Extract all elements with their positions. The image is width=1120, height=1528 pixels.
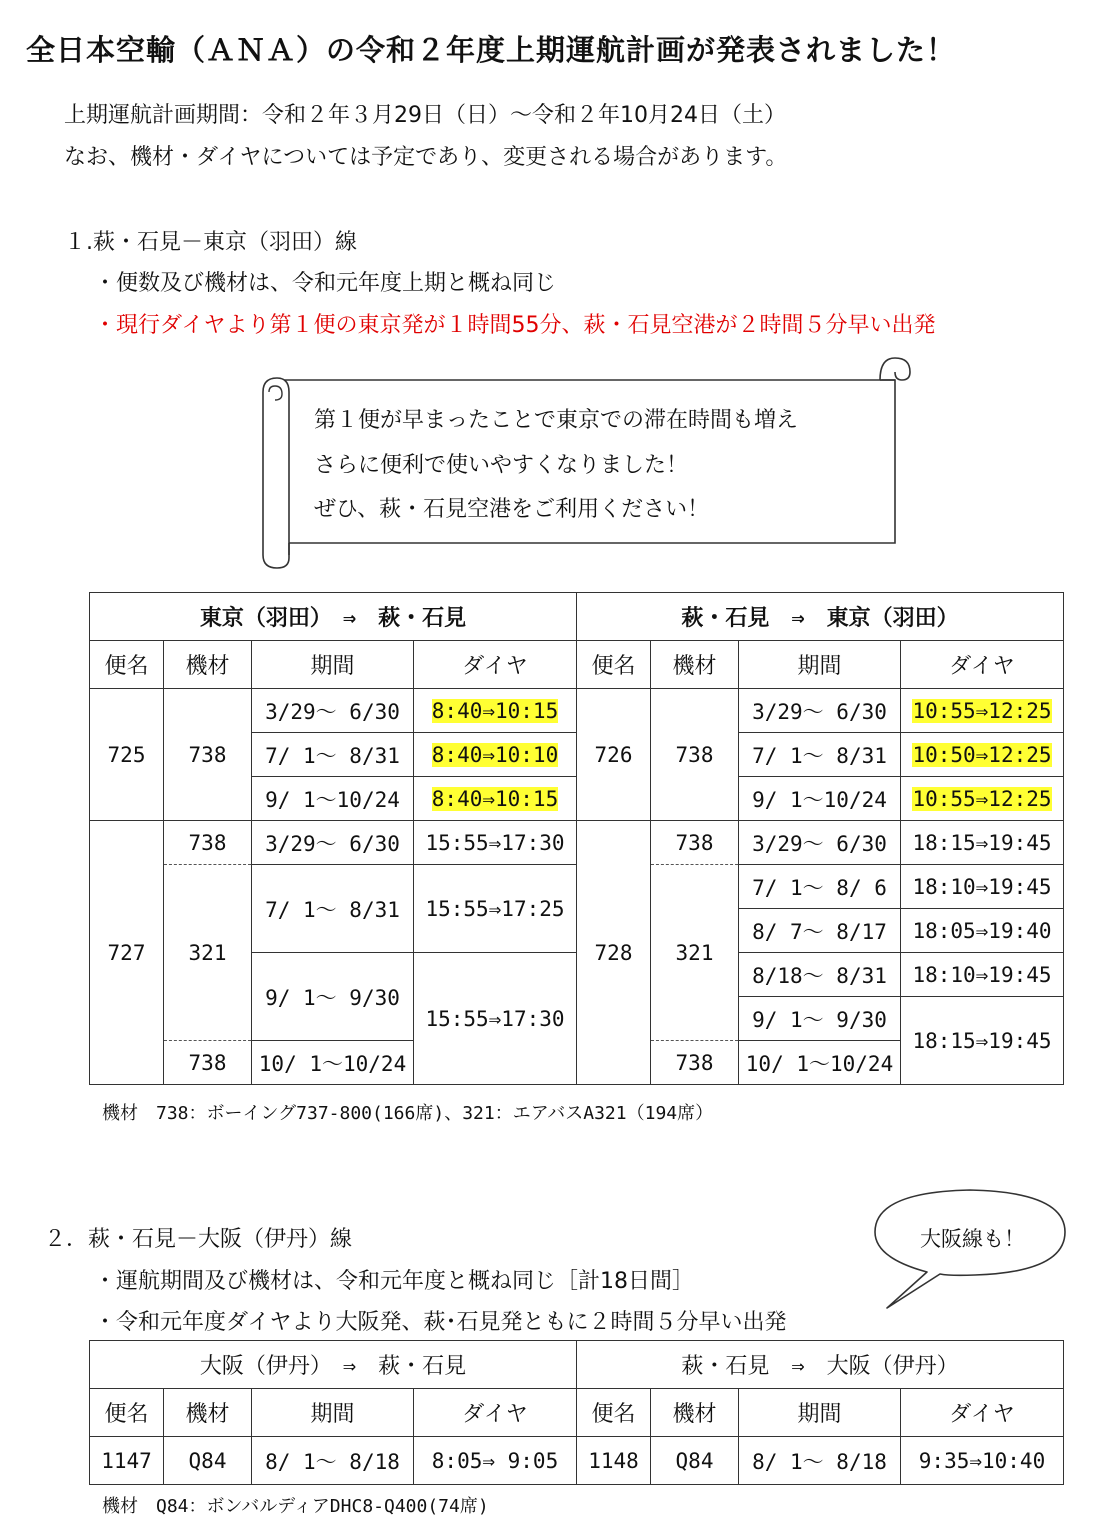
col-aircraft: 機材 <box>164 1389 252 1437</box>
period-cell: 8/18～ 8/31 <box>739 953 901 997</box>
period-cell: 9/ 1～10/24 <box>252 777 414 821</box>
flight-727: 727 <box>90 821 164 1085</box>
schedule-cell <box>414 777 577 821</box>
schedule-cell: 18:10⇒19:45 <box>901 953 1064 997</box>
col-period: 期間 <box>252 1389 414 1437</box>
aircraft-cell: 738 <box>164 689 252 821</box>
schedule-cell <box>414 733 577 777</box>
tokyo-schedule-table <box>89 592 1064 1085</box>
schedule-cell: 18:15⇒19:45 <box>901 997 1064 1085</box>
schedule-cell <box>901 689 1064 733</box>
aircraft-note-1: 機材 738：ボーイング737-800(166席)、321：エアバスA321（194席） <box>102 1103 714 1124</box>
aircraft-cell: 738 <box>651 821 739 865</box>
col-flight: 便名 <box>577 641 651 689</box>
period-cell: 7/ 1～ 8/31 <box>739 733 901 777</box>
highlighted-time: 10:55⇒12:25 <box>912 786 1052 811</box>
period-cell: 10/ 1～10/24 <box>252 1041 414 1085</box>
period-cell: 3/29～ 6/30 <box>739 821 901 865</box>
schedule-cell: 15:55⇒17:30 <box>414 821 577 865</box>
flight-1147: 1147 <box>90 1437 164 1485</box>
scroll-line-2: さらに便利で使いやすくなりました！ <box>314 453 689 478</box>
scroll-line-1: 第１便が早まったことで東京での滞在時間も増え <box>314 408 799 433</box>
period-cell: 7/ 1～ 8/ 6 <box>739 865 901 909</box>
period-cell: 9/ 1～10/24 <box>739 777 901 821</box>
table2-left-header: 大阪（伊丹） ⇒ 萩・石見 <box>90 1341 577 1389</box>
highlighted-time: 10:50⇒12:25 <box>912 742 1052 767</box>
col-flight: 便名 <box>90 1389 164 1437</box>
aircraft-cell: 738 <box>164 821 252 865</box>
speech-bubble-text: 大阪線も！ <box>920 1227 1025 1251</box>
col-aircraft: 機材 <box>651 641 739 689</box>
aircraft-cell: 321 <box>651 865 739 1041</box>
table2-right-header: 萩・石見 ⇒ 大阪（伊丹） <box>577 1341 1064 1389</box>
schedule-cell: 18:15⇒19:45 <box>901 821 1064 865</box>
aircraft-cell: 738 <box>651 1041 739 1085</box>
highlighted-time: 8:40⇒10:15 <box>431 698 559 723</box>
highlighted-time: 8:40⇒10:10 <box>431 742 559 767</box>
table1-left-header: 東京（羽田） ⇒ 萩・石見 <box>90 593 577 641</box>
period-cell: 7/ 1～ 8/31 <box>252 733 414 777</box>
period-cell: 7/ 1～ 8/31 <box>252 865 414 953</box>
schedule-cell <box>901 777 1064 821</box>
section1-bullet-2: ・現行ダイヤより第１便の東京発が１時間55分、萩・石見空港が２時間５分早い出発 <box>94 313 936 338</box>
flight-726: 726 <box>577 689 651 821</box>
col-period: 期間 <box>739 641 901 689</box>
schedule-notice: なお、機材・ダイヤについては予定であり、変更される場合があります。 <box>64 145 788 170</box>
schedule-cell: 15:55⇒17:25 <box>414 865 577 953</box>
schedule-cell: 9:35⇒10:40 <box>901 1437 1064 1485</box>
schedule-cell <box>901 733 1064 777</box>
scroll-line-3: ぜひ、萩・石見空港をご利用ください！ <box>314 497 710 522</box>
highlighted-time: 10:55⇒12:25 <box>912 698 1052 723</box>
col-schedule: ダイヤ <box>414 641 577 689</box>
col-flight: 便名 <box>90 641 164 689</box>
schedule-cell: 8:05⇒ 9:05 <box>414 1437 577 1485</box>
period-cell: 9/ 1～ 9/30 <box>252 953 414 1041</box>
period-cell: 8/ 1～ 8/18 <box>252 1437 414 1485</box>
col-period: 期間 <box>739 1389 901 1437</box>
section1-heading: １.萩・石見－東京（羽田）線 <box>64 230 357 255</box>
period-cell: 3/29～ 6/30 <box>252 821 414 865</box>
period-cell: 10/ 1～10/24 <box>739 1041 901 1085</box>
period-cell: 8/ 1～ 8/18 <box>739 1437 901 1485</box>
table1-right-header: 萩・石見 ⇒ 東京（羽田） <box>577 593 1064 641</box>
osaka-schedule-table <box>89 1340 1064 1485</box>
schedule-cell: 18:10⇒19:45 <box>901 865 1064 909</box>
aircraft-cell: 321 <box>164 865 252 1041</box>
aircraft-cell: 738 <box>651 689 739 821</box>
page-title: 全日本空輸（ＡＮＡ）の令和２年度上期運航計画が発表されました！ <box>26 33 957 67</box>
col-period: 期間 <box>252 641 414 689</box>
flight-725: 725 <box>90 689 164 821</box>
period-cell: 9/ 1～ 9/30 <box>739 997 901 1041</box>
col-schedule: ダイヤ <box>901 1389 1064 1437</box>
flight-1148: 1148 <box>577 1437 651 1485</box>
aircraft-cell: Q84 <box>651 1437 739 1485</box>
section2-heading: ２．萩・石見－大阪（伊丹）線 <box>44 1227 353 1252</box>
plan-period: 上期運航計画期間：令和２年３月29日（日）～令和２年10月24日（土） <box>64 103 786 128</box>
col-aircraft: 機材 <box>651 1389 739 1437</box>
col-aircraft: 機材 <box>164 641 252 689</box>
schedule-cell <box>414 689 577 733</box>
section1-bullet-1: ・便数及び機材は、令和元年度上期と概ね同じ <box>94 271 557 296</box>
col-schedule: ダイヤ <box>414 1389 577 1437</box>
aircraft-cell: 738 <box>164 1041 252 1085</box>
section2-bullet-1: ・運航期間及び機材は、令和元年度と概ね同じ［計18日間］ <box>94 1269 694 1294</box>
highlighted-time: 8:40⇒10:15 <box>431 786 559 811</box>
flight-728: 728 <box>577 821 651 1085</box>
aircraft-cell: Q84 <box>164 1437 252 1485</box>
schedule-cell: 18:05⇒19:40 <box>901 909 1064 953</box>
period-cell: 8/ 7～ 8/17 <box>739 909 901 953</box>
aircraft-note-2: 機材 Q84：ボンバルディアDHC8-Q400(74席) <box>102 1496 489 1517</box>
section2-bullet-2: ・令和元年度ダイヤより大阪発、萩･石見発ともに２時間５分早い出発 <box>94 1310 787 1335</box>
col-flight: 便名 <box>577 1389 651 1437</box>
col-schedule: ダイヤ <box>901 641 1064 689</box>
period-cell: 3/29～ 6/30 <box>252 689 414 733</box>
schedule-cell: 15:55⇒17:30 <box>414 953 577 1085</box>
period-cell: 3/29～ 6/30 <box>739 689 901 733</box>
